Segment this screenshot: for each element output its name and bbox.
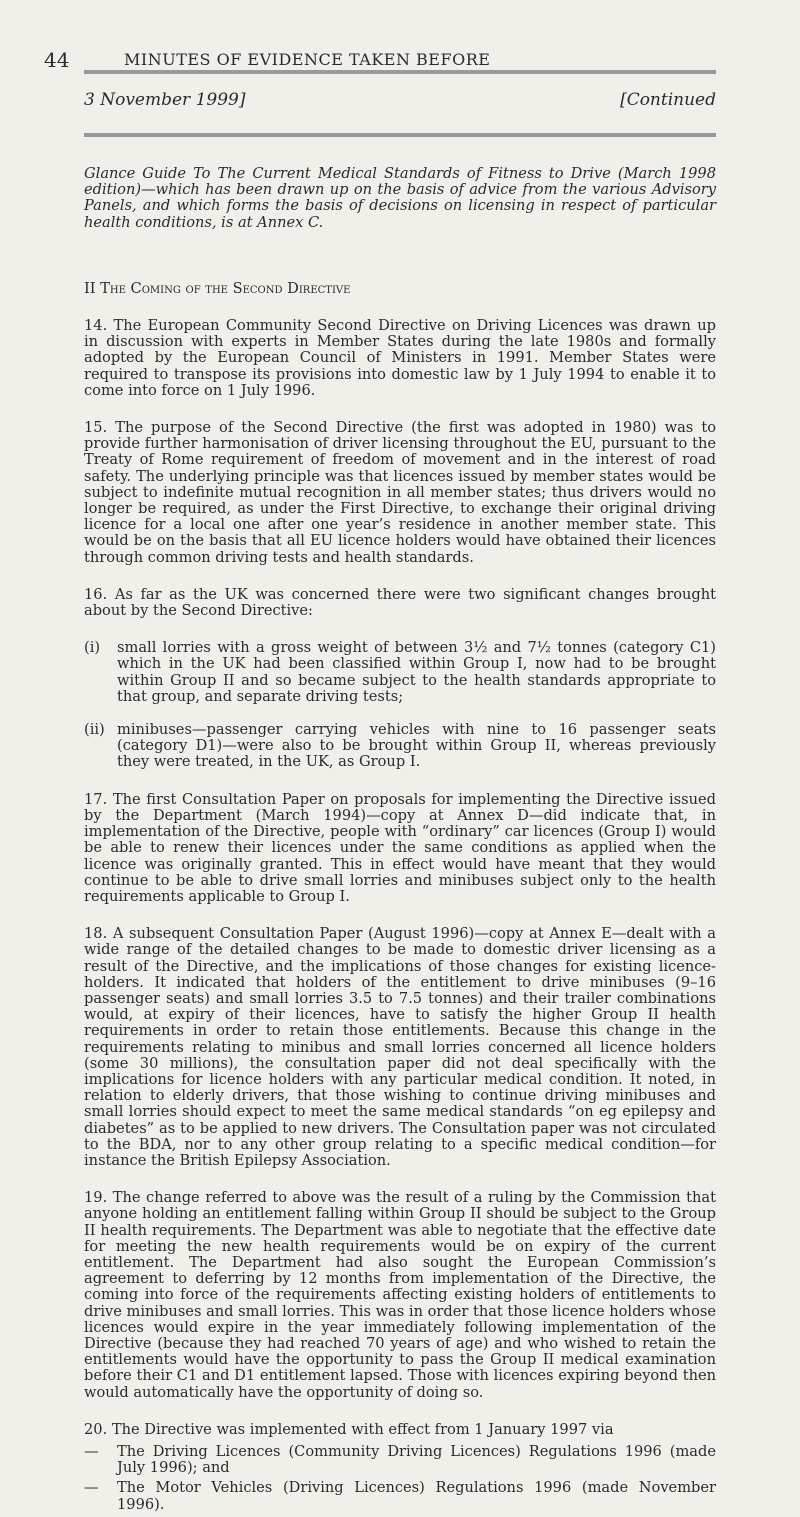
paragraph-17: 17. The first Consultation Paper on proposals for implementing the Directive issued by the Department (March 1994)—copy at Annex D—did indicate that, in implementation of the Directive, people with “ordinary” car licences (Group I) would be able to renew their licences under the same conditions as applied when the licence was originally granted. This in effect would have meant that they would continue to be able to drive small lorries and minibuses subject only to the health requirements applicable to Group I. (84, 790, 716, 905)
list-item-text: small lorries with a gross weight of between 3½ and 7½ tonnes (category C1) which in the UK had been classified within Group I, now had to be brought within Group II and so became subject to the health standards appropriate to that group, and separate driving tests; (117, 639, 716, 705)
list-item (84, 722, 716, 771)
running-title: MINUTES OF EVIDENCE TAKEN BEFORE (124, 50, 491, 69)
paragraph-18: 18. A subsequent Consultation Paper (August 1996)—copy at Annex E—dealt with a wide range of the detailed changes to be made to domestic driver licensing as a result of the Directive, and the implications of those changes for existing licence-holders. It indicated that holders of the entitlement to drive minibuses (9–16 passenger seats) and small lorries 3.5 to 7.5 tonnes) and their trailer combinations would, at expiry of their licences, have to satisfy the higher Group II health requirements in order to retain those entitlements. Because this change in the requirements relating to minibus and small lorries concerned all licence holders (some 30 millions), the consultation paper did not deal specifically with the implications for licence holders with any particular medical condition. It noted, in relation to elderly drivers, that those wishing to continue driving minibuses and small lorries should expect to meet the same medical standards “on eg epilepsy and diabetes” as to be applied to new drivers. The Consultation paper was not circulated to the BDA, nor to any other group relating to a specific medical condition—for instance the British Epilepsy Association. (84, 925, 716, 1169)
paragraph-19: 19. The change referred to above was the result of a ruling by the Commission that anyone holding an entitlement falling within Group II should be subject to the Group II health requirements. The Department was able to negotiate that the effective date for meeting the new health requirements would be on expiry of the current entitlement. The Department had also sought the European Commission’s agreement to deferring by 12 months from implementation of the Directive, the coming into force of the requirements affecting existing holders of entitlements to drive minibuses and small lorries. This was in order that those licence holders whose licences would expire in the year immediately following implementation of the Directive (because they had reached 70 years of age) and who wished to retain the entitlements would have the opportunity to pass the Group II medical examination before their C1 and D1 entitlement lapsed. Those with licences expiring beyond then would automatically have the opportunity of doing so. (84, 1189, 716, 1401)
dash-list-item (84, 1480, 716, 1512)
session-date: 3 November 1999] (84, 90, 246, 110)
header-rule-top (84, 70, 716, 74)
list-item-text: minibuses—passenger carrying vehicles with nine to 16 passenger seats (category D1)—were also to be brought within Group II, whereas previously they were treated, in the UK, as Group I. (117, 721, 716, 771)
section-heading: II The Coming of the Second Directive (84, 279, 351, 297)
list-item (84, 640, 716, 705)
dash-item-text: The Motor Vehicles (Driving Licences) Regulations 1996 (made November 1996). (117, 1479, 716, 1513)
dash-marker: — (84, 1479, 99, 1497)
list-item-label: (i) (84, 639, 101, 657)
paragraph-16: 16. As far as the UK was concerned there were two significant changes brought about by the Second Directive: (84, 585, 716, 620)
intro-paragraph: Glance Guide To The Current Medical Standards of Fitness to Drive (March 1998 edition)—which has been drawn up on the basis of advice from the various Advisory Panels, and which forms the basis of decisions on licensing in respect of particular health conditions, is at Annex C. (84, 165, 716, 231)
header-rule-bottom (84, 133, 716, 137)
dash-item-text: The Driving Licences (Community Driving Licences) Regulations 1996 (made July 1996); and (117, 1443, 716, 1477)
continued-label: [Continued (620, 90, 716, 110)
paragraph-14: 14. The European Community Second Directive on Driving Licences was drawn up in discussion with experts in Member States during the late 1980s and formally adopted by the European Council of Ministers in 1991. Member States were required to transpose its provisions into domestic law by 1 July 1994 to enable it to come into force on 1 July 1996. (84, 317, 716, 399)
paragraph-15: 15. The purpose of the Second Directive (the first was adopted in 1980) was to provide further harmonisation of driver licensing throughout the EU, pursuant to the Treaty of Rome requirement of freedom of movement and in the interest of road safety. The underlying principle was that licences issued by member states would be subject to indefinite mutual recognition in all member states; thus drivers would no longer be required, as under the First Directive, to exchange their original driving licence for a local one after one year’s residence in another member state. This would be on the basis that all EU licence holders would have obtained their licences through common driving tests and health standards. (84, 419, 716, 566)
dash-list-item (84, 1444, 716, 1476)
dash-marker: — (84, 1443, 99, 1460)
page-number: 44 (44, 48, 70, 72)
paragraph-20: 20. The Directive was implemented with effect from 1 January 1997 via (84, 1420, 614, 1438)
body-text (84, 166, 716, 1517)
list-item-label: (ii) (84, 721, 105, 739)
